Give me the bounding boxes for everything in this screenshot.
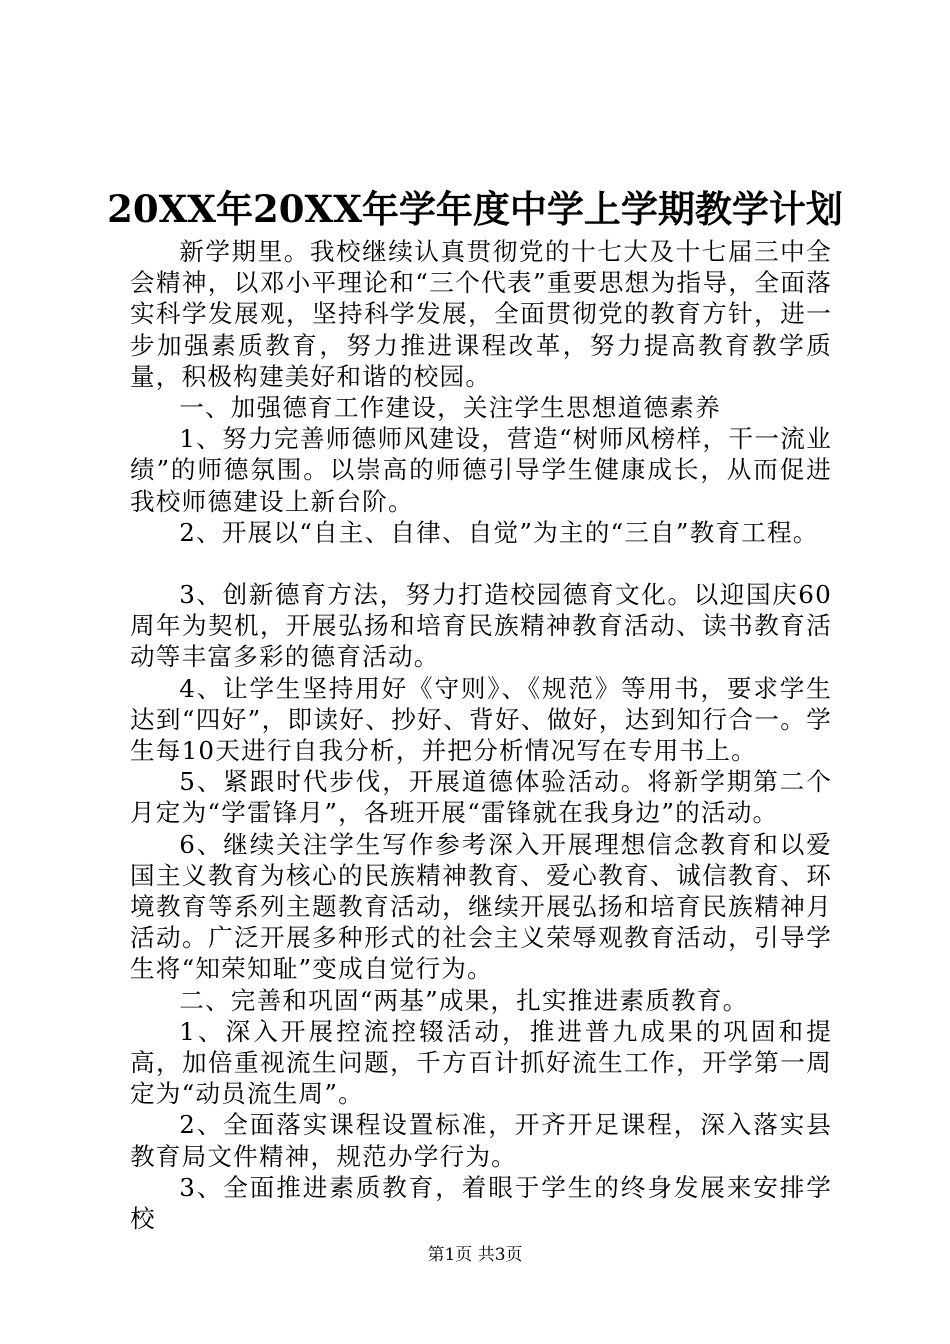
paragraph-item: 1、努力完善师德师风建设，营造“树师风榜样，干一流业绩”的师德氛围。以崇高的师德引导学生健康成长，从而促进我校师德建设上新台阶。 [130, 424, 832, 516]
section-heading-quality-education: 二、完善和巩固“两基”成果，扎实推进素质教育。 [179, 985, 749, 1015]
paragraph-item: 1、深入开展控流控辍活动，推进普九成果的巩固和提高，加倍重视流生问题，千方百计抓好流生工作，开学第一周定为“动员流生周”。 [130, 1016, 832, 1109]
page-footer: 第1页 共3页 [427, 1245, 523, 1265]
paragraph-item: 5、紧跟时代步伐，开展道德体验活动。将新学期第二个月定为“学雷锋月”，各班开展“雷锋就在我身边”的活动。 [130, 767, 832, 828]
section-heading-moral-education: 一、加强德育工作建设，关注学生思想道德素养 [179, 393, 721, 423]
paragraph-item: 3、创新德育方法，努力打造校园德育文化。以迎国庆60周年为契机，开展弘扬和培育民族精神教育活动、读书教育活动等丰富多彩的德育活动。 [130, 580, 832, 672]
document-body [130, 236, 832, 1234]
paragraph-item: 2、开展以“自主、自律、自觉”为主的“三自”教育工程。 [179, 517, 819, 547]
document-title: 20XX年20XX年学年度中学上学期教学计划 [107, 187, 843, 231]
paragraph-item: 3、全面推进素质教育，着眼于学生的终身发展来安排学校 [130, 1172, 832, 1234]
paragraph-intro: 新学期里。我校继续认真贯彻党的十七大及十七届三中全会精神，以邓小平理论和“三个代表”重要思想为指导，全面落实科学发展观，坚持科学发展，全面贯彻党的教育方针，进一步加强素质教育，努力推进课程改革，努力提高教育教学质量，积极构建美好和谐的校园。 [130, 237, 832, 391]
paragraph-item: 4、让学生坚持用好《守则》、《规范》等用书，要求学生达到“四好”，即读好、抄好、背好、做好，达到知行合一。学生每10天进行自我分析，并把分析情况写在专用书上。 [130, 673, 832, 766]
paragraph-item: 2、全面落实课程设置标准，开齐开足课程，深入落实县教育局文件精神，规范办学行为。 [130, 1110, 832, 1171]
paragraph-item: 6、继续关注学生写作参考深入开展理想信念教育和以爱国主义教育为核心的民族精神教育、爱心教育、诚信教育、环境教育等系列主题教育活动，继续开展弘扬和培育民族精神月活动。广泛开展多种形式的社会主义荣辱观教育活动，引导学生将“知荣知耻”变成自觉行为。 [130, 829, 832, 984]
